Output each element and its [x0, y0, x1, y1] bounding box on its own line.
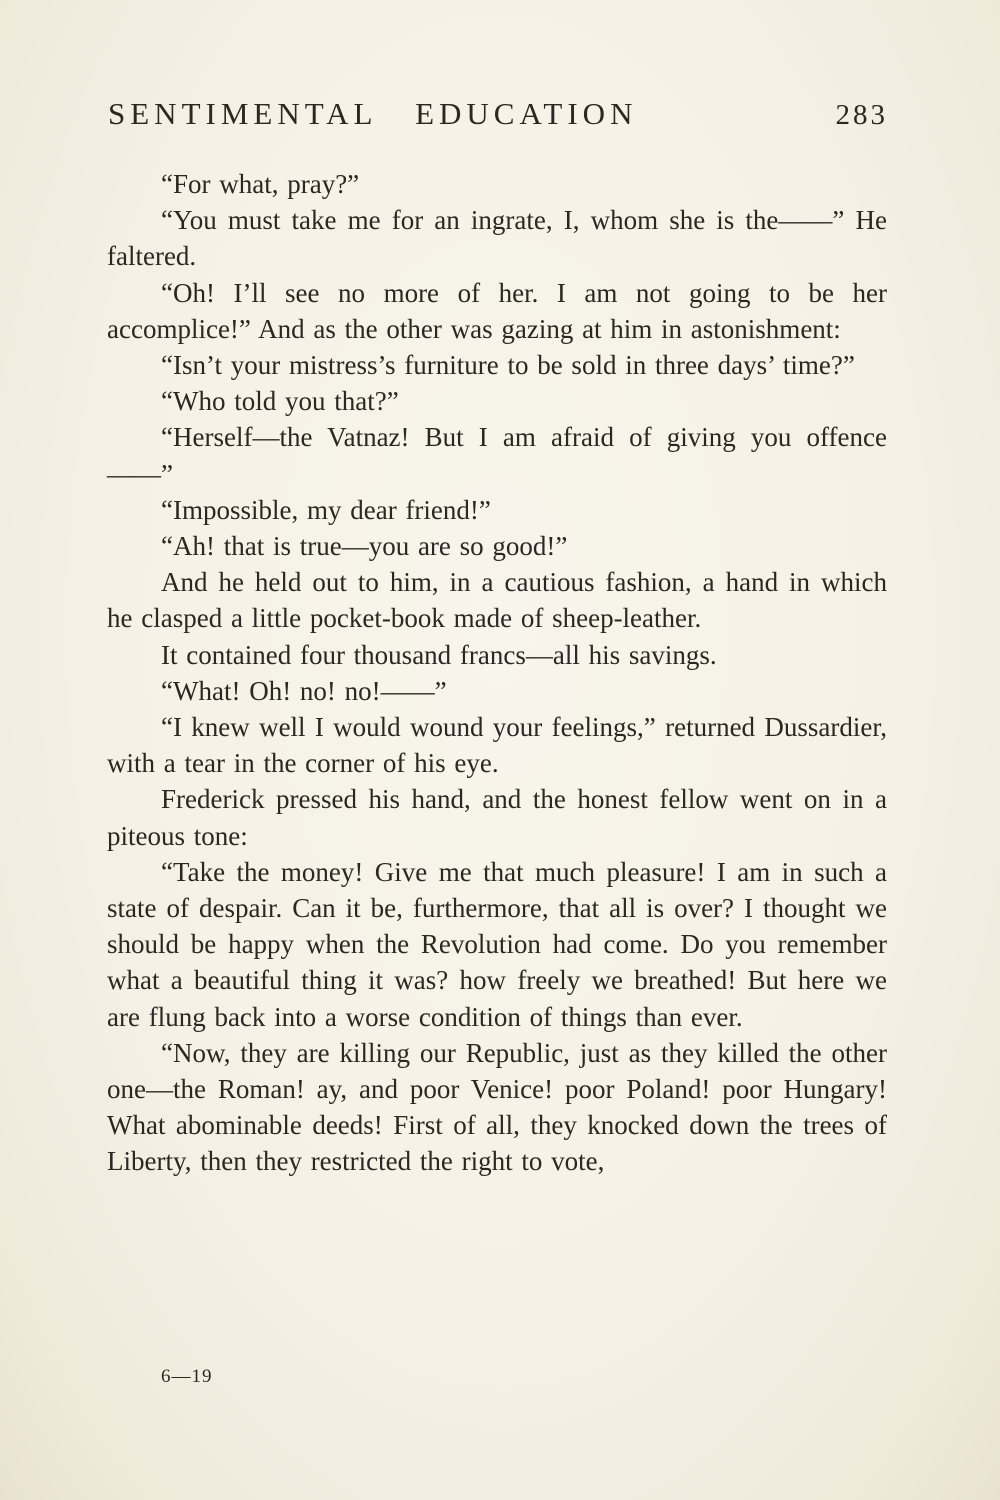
paragraph: “What! Oh! no! no!——” [161, 675, 447, 706]
paragraph: “Now, they are killing our Republic, just as they killed the other one—the Roman! ay, and poor Venice! poor Poland! poor Hungary! What abominable deeds! First of all, they knocked down the trees of Liberty, then they restricted the right to vote, [107, 1037, 887, 1177]
paragraph: “Isn’t your mistress’s furniture to be sold in three days’ time?” [161, 350, 855, 381]
paragraph: Frederick pressed his hand, and the honest fellow went on in a piteous tone: [107, 784, 887, 851]
paragraph: “Who told you that?” [161, 386, 399, 417]
paragraph: “Ah! that is true—you are so good!” [161, 531, 568, 562]
paragraph: “Impossible, my dear friend!” [161, 494, 491, 525]
paragraph: “I knew well I would wound your feelings,” returned Dussardier, with a tear in the corner of his eye. [107, 712, 887, 779]
paragraph: “For what, pray?” [161, 169, 360, 199]
paragraph: “Take the money! Give me that much pleasure! I am in such a state of despair. Can it be, furthermore, that all is over? I thought we should be happy when the Revolution had come. Do you remember what a beautiful thing it was? how freely we breathed! But here we are flung back into a worse condition of things than ever. [107, 856, 887, 1032]
page-number: 283 [835, 99, 888, 131]
running-header [108, 96, 888, 132]
paragraph: It contained four thousand francs—all his savings. [161, 639, 717, 670]
paragraph: “Herself—the Vatnaz! But I am afraid of giving you offence——” [107, 422, 887, 489]
body-text [107, 166, 887, 1180]
paragraph: “You must take me for an ingrate, I, whom she is the——” He faltered. [107, 205, 887, 272]
signature-mark: 6—19 [161, 1366, 213, 1387]
running-title: SENTIMENTAL EDUCATION [108, 96, 638, 131]
paragraph: “Oh! I’ll see no more of her. I am not going to be her accomplice!” And as the other was gazing at him in astonishment: [107, 277, 887, 344]
paragraph: And he held out to him, in a cautious fashion, a hand in which he clasped a little pocket-book made of sheep-leather. [107, 567, 887, 634]
